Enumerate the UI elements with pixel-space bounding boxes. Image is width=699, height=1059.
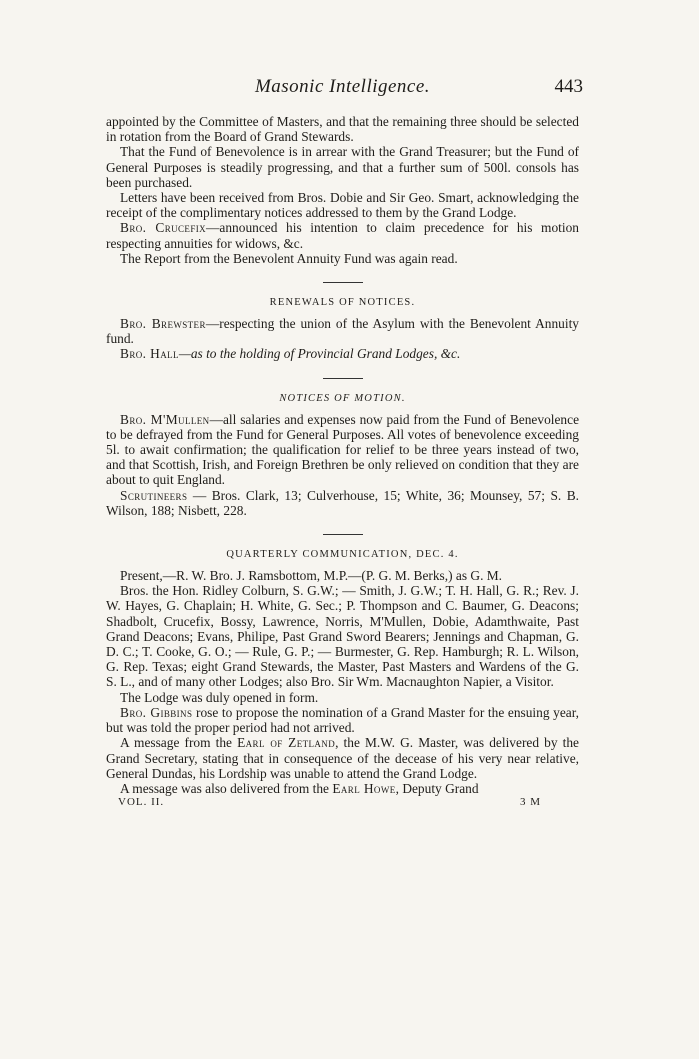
member-name: Bro. Gibbins xyxy=(120,704,193,720)
member-name: Earl Howe xyxy=(332,780,396,796)
section-heading: RENEWALS OF NOTICES. xyxy=(269,297,416,309)
section-renewals xyxy=(106,297,579,362)
running-title: Masonic Intelligence. xyxy=(254,76,431,97)
paragraph-text: —as to the holding of Provincial Grand Lodges, &c. xyxy=(178,346,461,362)
paragraph-text: —announced his intention to claim precedence for his motion respecting annuities for widows, &c. xyxy=(106,220,579,251)
page-footer xyxy=(106,796,579,812)
section-motions xyxy=(106,393,579,518)
paragraph xyxy=(106,488,579,518)
paragraph: appointed by the Committee of Masters, and that the remaining three should be selected in rotation from the Board of Grand Stewards. xyxy=(106,114,579,145)
paragraph-text: A message was also delivered from the xyxy=(120,780,333,796)
member-name: Bro. Crucefix xyxy=(120,220,207,236)
paragraph: Present,—R. W. Bro. J. Ramsbottom, M.P.—(P. G. M. Berks,) as G. M. xyxy=(120,568,503,584)
paragraph xyxy=(106,316,579,346)
paragraph xyxy=(106,220,579,250)
running-head xyxy=(106,76,583,106)
volume-label: VOL. II. xyxy=(118,796,165,809)
signature-mark: 3 M xyxy=(519,796,541,809)
paragraph-text: rose to propose the nomination of a Grand Master for the ensuing year, but was told the proper period had not arrived. xyxy=(106,704,579,736)
member-name: Scrutineers xyxy=(120,487,188,503)
paragraph xyxy=(106,412,579,488)
section-heading: QUARTERLY COMMUNICATION, DEC. 4. xyxy=(226,549,459,561)
member-name: Bro. M'Mullen xyxy=(120,411,210,427)
paragraph-text: , Deputy Grand xyxy=(395,780,479,796)
section-committee-report xyxy=(106,114,579,266)
paragraph: That the Fund of Benevolence is in arrear with the Grand Treasurer; but the Fund of General Purposes is steadily progressing, and that a further sum of 500l. consols has been purchased. xyxy=(106,144,579,190)
paragraph xyxy=(106,735,579,781)
member-name: Bro. Hall xyxy=(120,346,179,362)
section-divider xyxy=(323,282,363,283)
section-quarterly xyxy=(106,549,579,796)
paragraph xyxy=(106,346,579,361)
paragraph: The Report from the Benevolent Annuity Fund was again read. xyxy=(120,250,458,266)
paragraph-text: —respecting the union of the Asylum with the Benevolent Annuity fund. xyxy=(106,316,579,347)
paragraph: The Lodge was duly opened in form. xyxy=(120,689,319,705)
paragraph-text: A message from the xyxy=(120,735,238,751)
paragraph-text: —all salaries and expenses now paid from the Fund of Benevolence to be defrayed from the Fund for General Purposes. All votes of benevolence exceeding 5l. to await confirmation; the qualification for relief to be three years instead of two, and that Scottish, Irish, and Foreign Brethren be only relieved on condition that they are about to quit England. xyxy=(106,411,580,488)
paragraph-text: — Bros. Clark, 13; Culverhouse, 15; White, 36; Mounsey, 57; S. B. Wilson, 188; Nisbett, 228. xyxy=(106,487,579,518)
member-name: Bro. Brewster xyxy=(120,316,206,332)
paragraph xyxy=(106,705,579,735)
paragraph xyxy=(106,781,579,796)
section-heading: NOTICES OF MOTION. xyxy=(279,392,406,404)
section-divider xyxy=(323,378,363,379)
paragraph: Bros. the Hon. Ridley Colburn, S. G.W.; — Smith, J. G.W.; T. H. Hall, G. R.; Rev. J. W. Hayes, G. Chaplain; H. White, G. Sec.; P. Thompson and C. Baumer, G. Deacons; Shadbolt, Crucefix, Bossy, Lawrence, Norris, M'Mullen, Dobie, Adamthwaite, Past Grand Deacons; Evans, Philipe, Past Grand Sword Bearers; Jennings and Chapman, G. D. C.; T. Cooke, G. O.; — Rule, G. P.; — Burmester, G. Rep. Hamburgh; R. L. Wilson, G. Rep. Texas; eight Grand Stewards, the Master, Past Masters and Wardens of the G. S. L., and of many other Lodges; also Bro. Sir Wm. Macnaughton Napier, a Visitor. xyxy=(106,583,579,690)
section-divider xyxy=(323,534,363,535)
paragraph-text: , the M.W. G. Master, was delivered by the Grand Secretary, stating that in consequence of the decease of his very near relative, General Dundas, his Lordship was unable to attend the Grand Lodge. xyxy=(106,735,579,781)
page-number: 443 xyxy=(554,76,583,97)
member-name: Earl of Zetland xyxy=(237,735,336,751)
paragraph: Letters have been received from Bros. Dobie and Sir Geo. Smart, acknowledging the receipt of the complimentary notices addressed to them by the Grand Lodge. xyxy=(106,190,579,221)
